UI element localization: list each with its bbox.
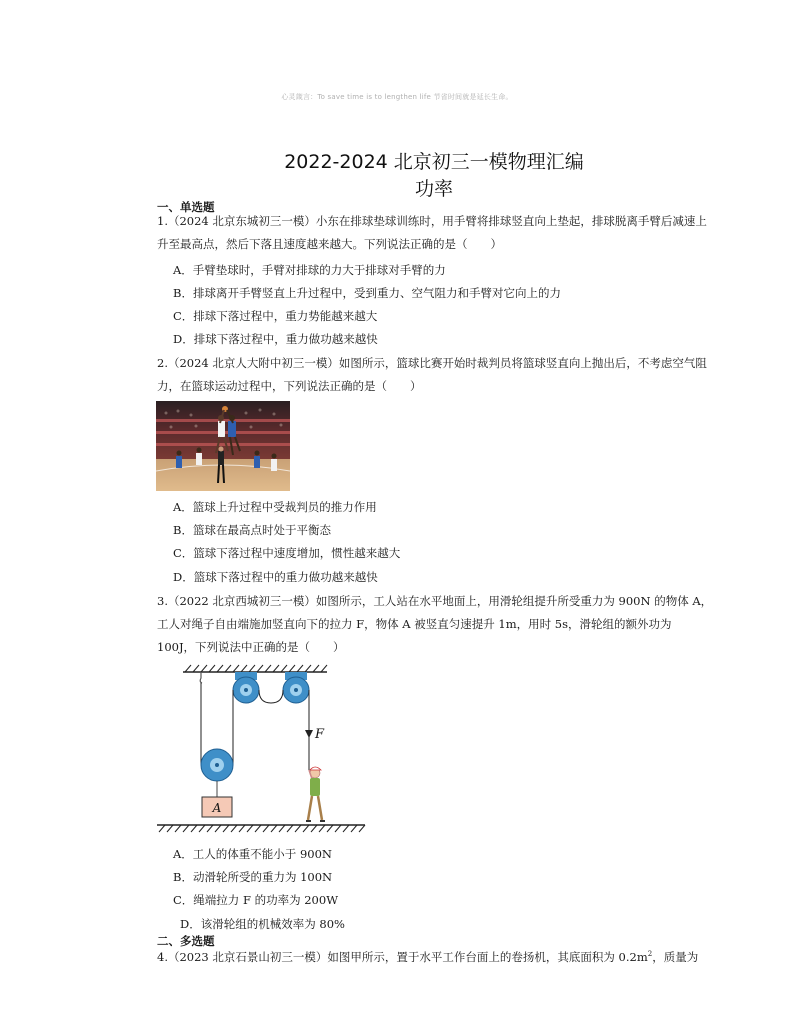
question-1-option-d: D．排球下落过程中，重力做功越来越快 [173, 332, 378, 346]
question-2-option-d: D．篮球下落过程中的重力做功越来越快 [173, 570, 378, 584]
question-2-stem: 2.（2024 北京人大附中初三一模）如图所示，篮球比赛开始时裁判员将篮球竖直向上抛出后，不考虑空气阻力，在篮球运动过程中，下列说法正确的是（ ） [157, 356, 707, 393]
block-a [202, 797, 232, 817]
question-1-option-b: B．排球离开手臂竖直上升过程中，受到重力、空气阻力和手臂对它向上的力 [173, 286, 561, 300]
question-1-stem: 1.（2024 北京东城初三一模）小东在排球垫球训练时，用手臂将排球竖直向上垫起，排球脱离手臂后减速上升至最高点，然后下落且速度越来越大。下列说法正确的是（ ） [157, 214, 707, 251]
ceiling-hatch [183, 665, 327, 672]
document-subtitle: 功率 [414, 178, 453, 200]
question-3-option-b: B．动滑轮所受的重力为 100N [173, 870, 333, 884]
question-2-option-a: A．篮球上升过程中受裁判员的推力作用 [173, 500, 377, 514]
section-single-choice: 一、单选题 [157, 200, 215, 214]
question-1-option-c: C．排球下落过程中，重力势能越来越大 [173, 309, 378, 323]
ground-hatch [157, 825, 365, 832]
question-4-stem [157, 943, 713, 969]
question-2-option-c: C．篮球下落过程中速度增加，惯性越来越大 [173, 546, 401, 560]
force-label: F [315, 727, 325, 742]
question-4-stem-main: 4.（2023 北京石景山初三一模）如图甲所示，置于水平工作台面上的卷扬机，其底面积为 0.2m [157, 949, 648, 964]
header-watermark: 心灵箴言：To save time is to lengthen life 节省时间就是延长生命。 [281, 93, 513, 101]
worker-figure [306, 767, 325, 821]
question-4-stem-tail: ，质量为 [652, 949, 699, 964]
question-3-option-d: D．该滑轮组的机械效率为 80% [180, 917, 345, 931]
fixed-pulley-left [233, 672, 259, 703]
pulley-system-figure [155, 660, 370, 840]
document-title: 2022-2024 北京初三一模物理汇编 [284, 151, 584, 173]
block-label: A [212, 801, 222, 815]
fixed-pulley-right [283, 672, 309, 703]
question-1-option-a: A．手臂垫球时，手臂对排球的力大于排球对手臂的力 [173, 263, 446, 277]
question-2-option-b: B．篮球在最高点时处于平衡态 [173, 523, 331, 537]
question-4-stem-sup: 2 [647, 950, 653, 958]
basketball-photo [156, 401, 290, 491]
section-multi-choice: 二、多选题 [157, 934, 215, 948]
movable-pulley [201, 749, 233, 797]
question-3-stem: 3.（2022 北京西城初三一模）如图所示，工人站在水平地面上，用滑轮组提升所受重力为 900N 的物体 A，工人对绳子自由端施加竖直向下的拉力 F，物体 A 被竖直匀速提升 1m，用时 5s，滑轮组的额外功为 100J，下列说法中正确的是（ ） [157, 594, 713, 654]
question-3-option-c: C．绳端拉力 F 的功率为 200W [173, 893, 339, 907]
question-3-option-a: A．工人的体重不能小于 900N [173, 847, 332, 861]
